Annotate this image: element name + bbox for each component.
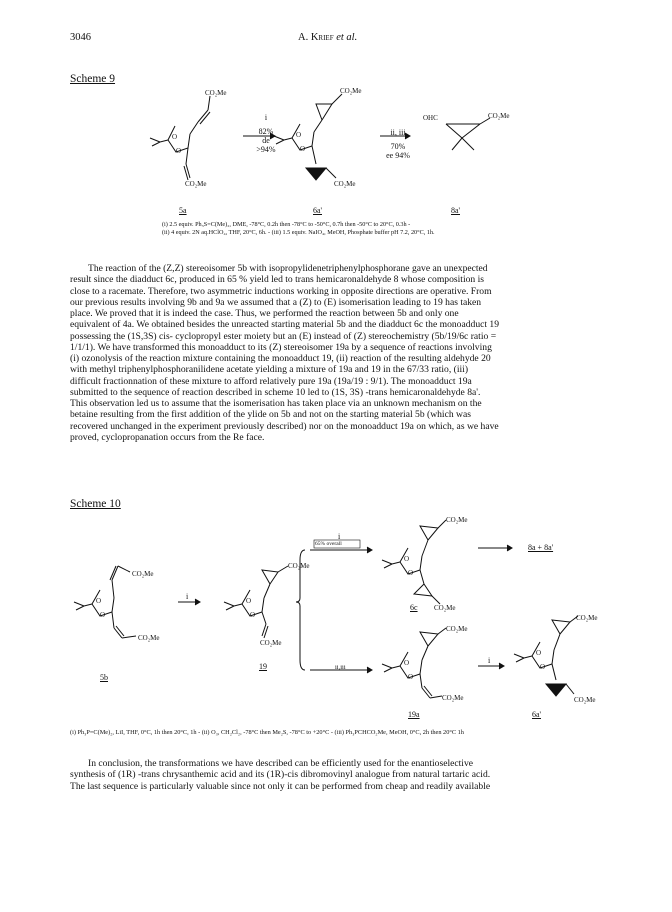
text-line: betaine resulting from the first addition of the ylide on 5b and not on the starting material 5b (which was: [70, 409, 471, 421]
group-co2me: CO₂Me: [442, 694, 464, 702]
text-line: place. We proved that it is indeed the case. Thus, we performed the reaction between 5b and only one: [70, 308, 459, 319]
text-line: The reaction of the (Z,Z) stereoisomer 5b with isopropylidenetriphenylphosphorane gave an unexpected: [88, 263, 488, 274]
text-line: close to a racemate. Therefore, two asymmetric inductions working in opposite directions are operative. From: [70, 285, 492, 297]
compound-6a-label: 6a': [313, 206, 322, 215]
group-co2me: CO₂Me: [138, 634, 160, 642]
scheme-9-conditions-2: (ii) 4 equiv. 2N aq.HClO₄, THF, 20°C, 6h. - (iii) 1.5 equiv. NaIO₄, MeOH, Phosphate buffer pH 7.2, 20°C, 1h.: [162, 229, 435, 236]
scheme-10-title: Scheme 10: [70, 498, 121, 510]
compound-5a-label: 5a: [179, 206, 187, 215]
scheme-9-conditions-1: (i) 2.5 equiv. Ph₃S=C(Me)₂, DME, -78°C, 0.2h then -78°C to -50°C, 0.7h then -50°C to 20°C, 0.3h -: [162, 221, 411, 228]
group-co2me: CO₂Me: [574, 696, 596, 704]
text-line: our previous results involving 9b and 9a we assumed that a (Z) to (E) isomerisation leading to 19 has taken: [70, 296, 482, 308]
group-co2me: CO₂Me: [288, 562, 310, 570]
compound-5a-structure: [150, 96, 210, 180]
compound-5b-label: 5b: [100, 673, 108, 682]
scheme-9-title: Scheme 9: [70, 73, 116, 85]
ring-oxygen: O: [176, 147, 182, 155]
text-line: (i) ozonolysis of the reaction mixture containing the monoadduct 19, (ii) reaction of the resulting aldehyde 20: [70, 353, 491, 364]
ring-oxygen: O: [404, 555, 410, 563]
text-line: equivalent of 4a. We obtained besides the unreacted starting material 5b and the diadduct 6c the monoadduct 19: [70, 319, 500, 331]
compound-6a-label: 6a': [532, 710, 541, 719]
text-line: In conclusion, the transformations we have described can be efficiently used for the enantioselective: [88, 758, 474, 769]
group-co2me: CO₂Me: [488, 112, 510, 120]
text-line: This observation led us to assume that the isomerisation has taken place via an unknown mechanism on the: [70, 398, 482, 409]
group-cho: OHC: [423, 114, 438, 122]
text-line: proved, cyclopropanation occurs from the Re face.: [70, 431, 265, 443]
running-header: [298, 32, 357, 43]
arrow1-reagent: i: [264, 113, 268, 122]
group-co2me: CO₂Me: [576, 614, 598, 622]
arrow2-selectivity: ee 94%: [386, 151, 410, 160]
text-line: synthesis of (1R) -trans chrysanthemic acid and its (1R)-cis dibromovinyl analogue from natural tartaric acid.: [70, 769, 491, 781]
author-initial: A.: [298, 32, 309, 43]
scheme-10-conditions: (i) Ph₃P=C(Me)₂, LiI, THF, 0°C, 1h then 20°C, 1h - (ii) O₃, CH₂Cl₂, -78°C then Me₂S, -78°C to +20°C - (iii) Ph₃PCHCO₂Me, MeOH, 0°C, 2h then 20°C 1h: [70, 729, 464, 736]
arrow1-yield: 82%: [258, 127, 274, 136]
text-line: recovered unchanged in the experiment previously described) nor on the monoadduct 19a on which, as we have: [70, 420, 499, 432]
ring-oxygen: O: [408, 569, 414, 577]
compound-6c-structure: [382, 520, 446, 604]
text-line: The last sequence is particularly valuable since not only it can be performed from cheap and readily available: [70, 780, 491, 792]
text-line: with methyl triphenylphosphoranilidene acetate yielding a mixture of 19a and 19 in the 67/33 ratio, (iii): [70, 364, 469, 376]
group-co2me: CO₂Me: [446, 625, 468, 633]
arrow2-yield: 70%: [390, 142, 406, 151]
text-line: 1/1/1). We have transformed this monoadduct to its (Z) stereoisomer 19a by a sequence of reactions involving: [70, 341, 492, 353]
compound-8a-label: 8a': [451, 206, 460, 215]
group-co2me: CO₂Me: [185, 180, 207, 188]
arrow-lower-reagent: ii,iii: [335, 664, 346, 671]
group-co2me: CO₂Me: [260, 639, 282, 647]
et-al: et al.: [336, 32, 358, 43]
ring-oxygen: O: [296, 131, 302, 139]
ring-oxygen: O: [96, 597, 102, 605]
arrow-upper-reagent: i: [338, 532, 341, 541]
compound-19-structure: [224, 566, 288, 638]
ring-oxygen: O: [250, 611, 256, 619]
product-mixture: 8a + 8a': [528, 543, 554, 552]
arrow1-selectivity: de >94%: [256, 136, 276, 154]
compound-5b-structure: [74, 566, 136, 638]
compound-6a-prime-structure: [514, 616, 578, 696]
group-co2me: CO₂Me: [434, 604, 456, 612]
ring-oxygen: O: [408, 673, 414, 681]
paragraph-1: [70, 263, 610, 443]
compound-6a-structure: [274, 94, 342, 180]
group-co2me: CO₂Me: [205, 89, 227, 97]
compound-19a-label: 19a: [408, 710, 420, 719]
ring-oxygen: O: [246, 597, 252, 605]
text-line: difficult fractionnation of these mixture to afford relatively pure 19a (19a/19 : 9/1). The monoadduct 19a: [70, 375, 472, 387]
arrow-last-reagent: i: [488, 656, 491, 665]
author-surname: Krief: [310, 32, 334, 43]
scheme-9-graphic: [0, 80, 672, 220]
page-number: 3046: [70, 32, 91, 43]
text-line: submitted to the sequence of reaction described in scheme 10 led to (1S, 3S) -trans hemicaronaldehyde 8a'.: [70, 386, 481, 398]
ring-oxygen: O: [536, 649, 542, 657]
arrow2-reagent: ii, iii: [390, 128, 406, 137]
arrow-upper-yield: 65% overall: [315, 541, 342, 547]
group-co2me: CO₂Me: [446, 516, 468, 524]
group-co2me: CO₂Me: [132, 570, 154, 578]
group-co2me: CO₂Me: [340, 87, 362, 95]
compound-8a-structure: [446, 118, 490, 150]
compound-6c-label: 6c: [410, 603, 418, 612]
text-line: possessing the (1S,3S) cis- cyclopropyl ester moiety but an (E) instead of (Z) stereochemistry (5b/19/6c ratio =: [70, 330, 497, 342]
group-co2me: CO₂Me: [334, 180, 356, 188]
ring-oxygen: O: [300, 145, 306, 153]
ring-oxygen: O: [540, 663, 546, 671]
arrow-first-reagent: i: [186, 592, 189, 601]
compound-19-label: 19: [259, 662, 267, 671]
text-line: result since the diadduct 6c, produced in 65 % yield led to trans hemicaronaldehyde 8 whose composition is: [70, 274, 485, 286]
ring-oxygen: O: [100, 611, 106, 619]
compound-19a-structure: [382, 628, 446, 698]
paragraph-2: [70, 758, 610, 792]
ring-oxygen: O: [172, 133, 178, 141]
ring-oxygen: O: [404, 659, 410, 667]
